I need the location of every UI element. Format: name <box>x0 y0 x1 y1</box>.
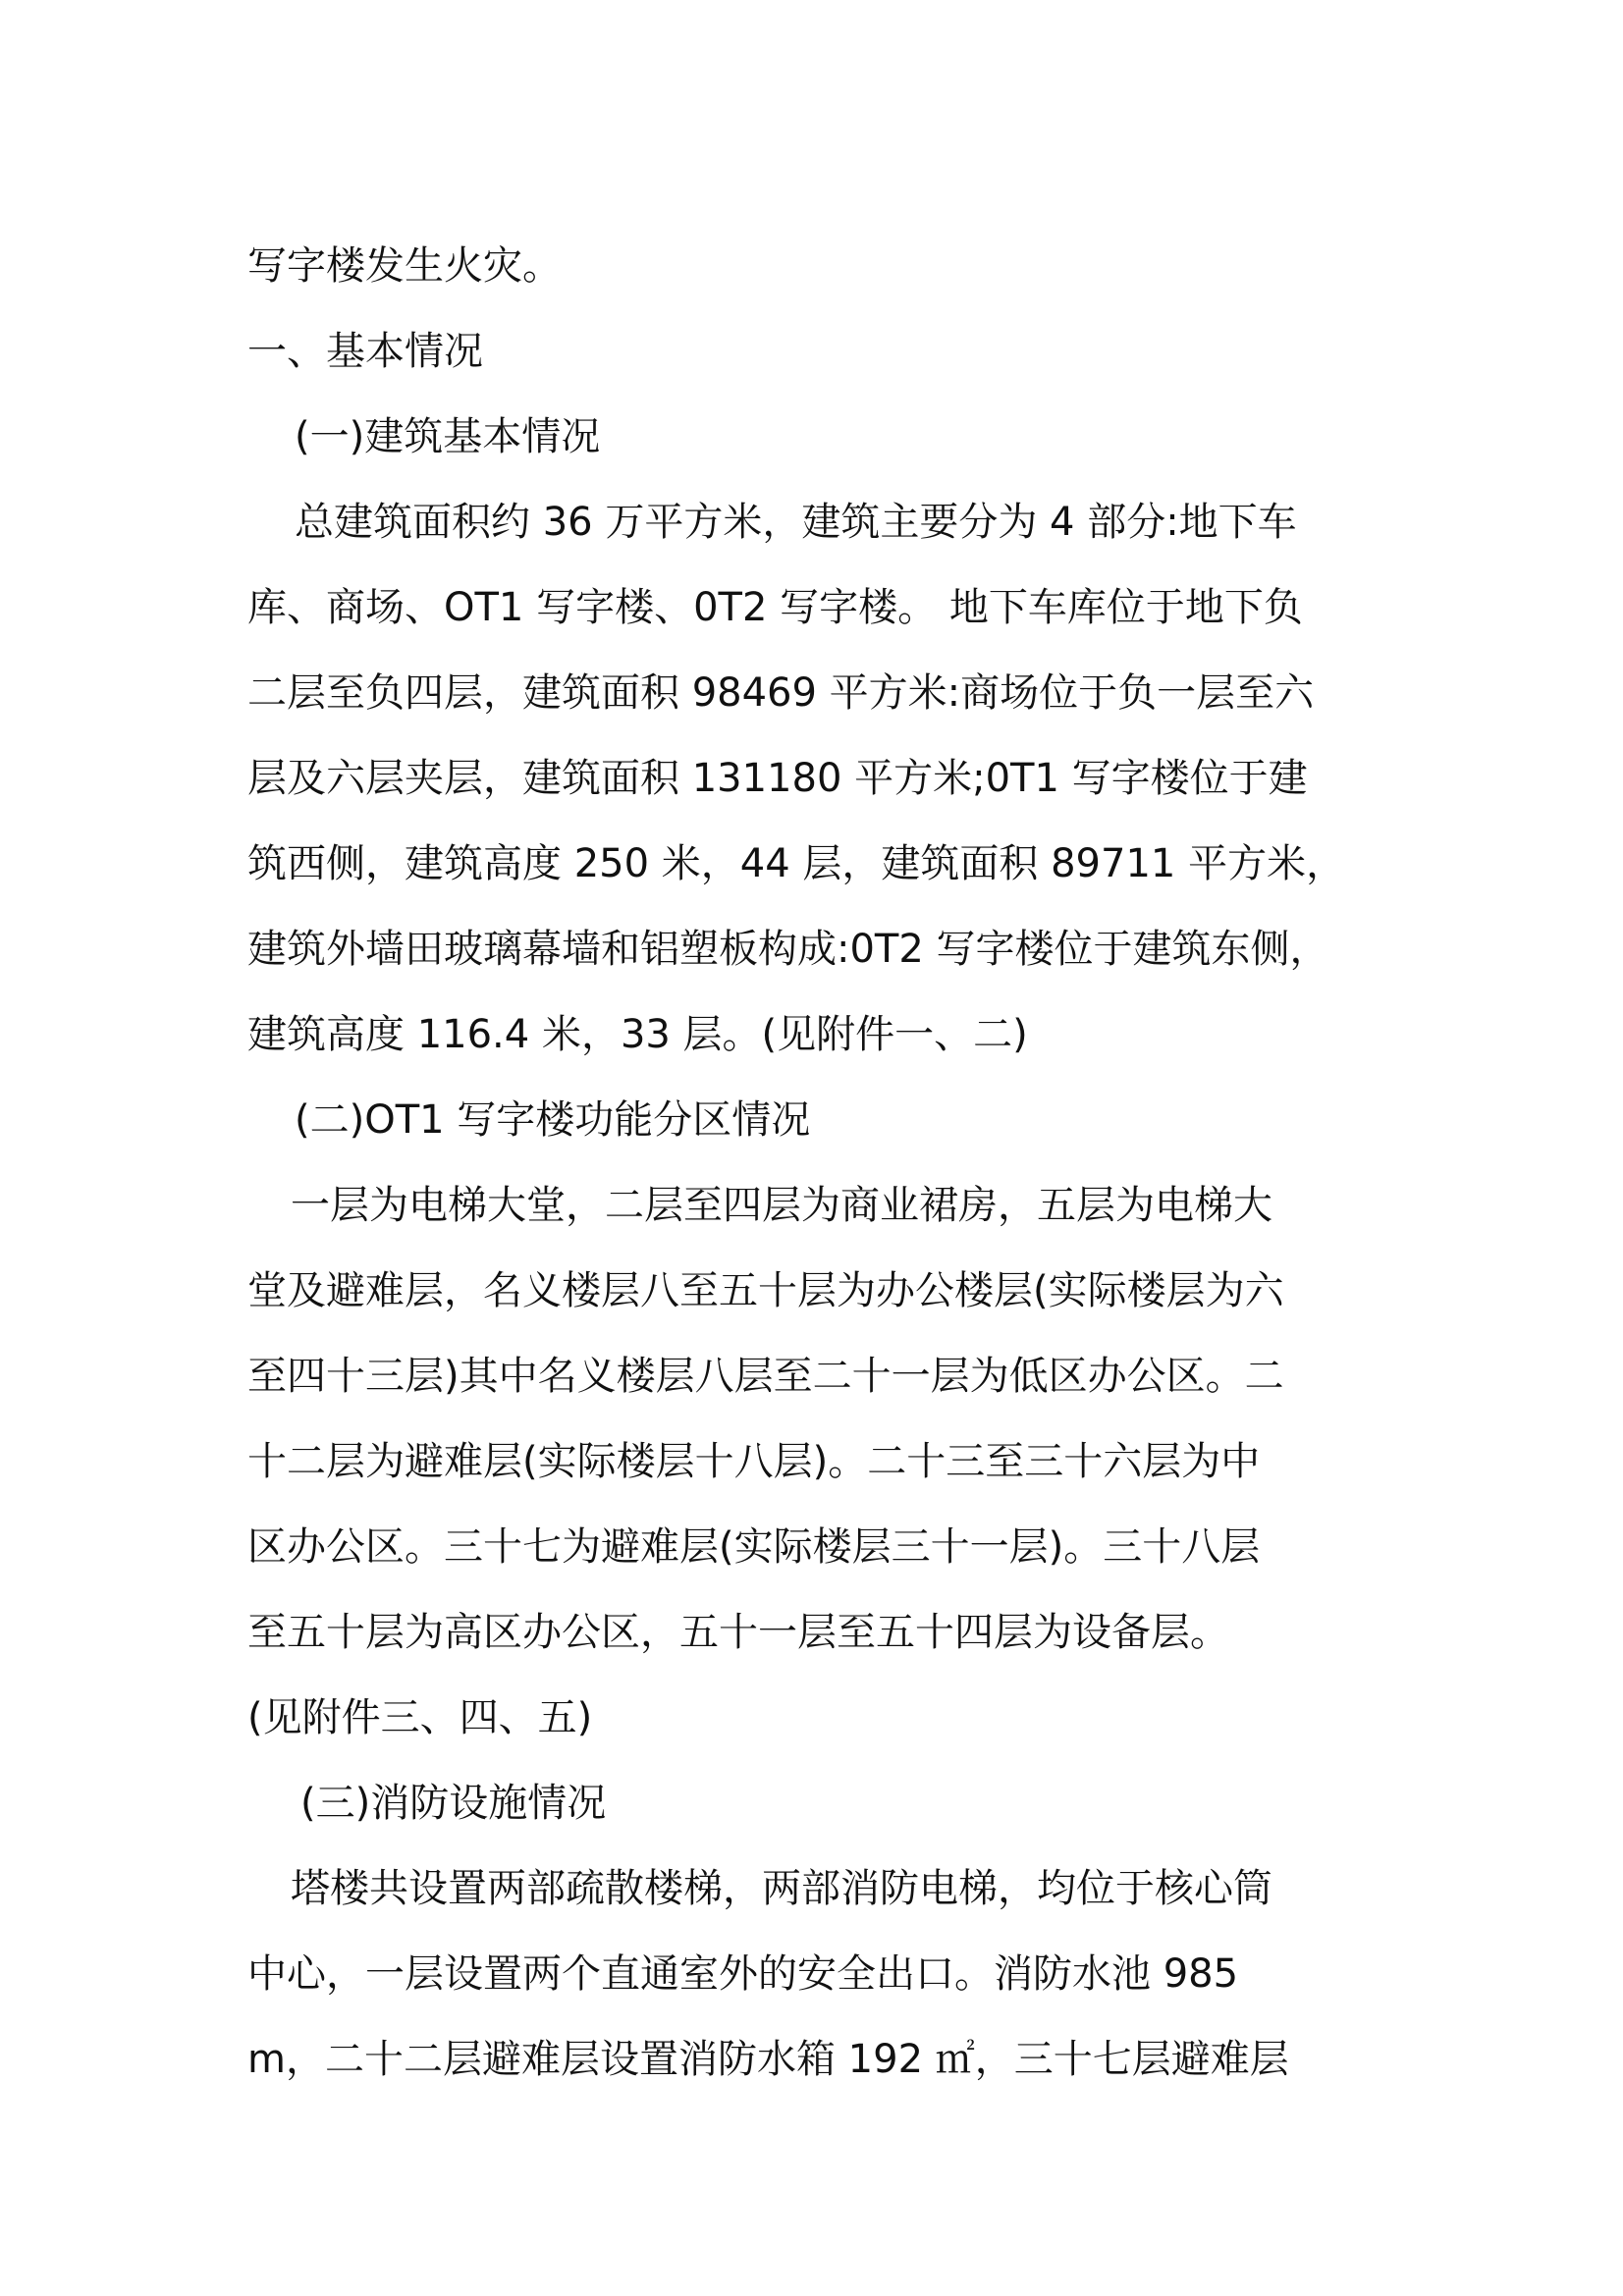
body-text-line: 至五十层为高区办公区，五十一层至五十四层为设备层。 <box>247 1610 1229 1655</box>
body-text-line: m，二十二层避难层设置消防水箱 192 ㎡，三十七层避难层 <box>247 2037 1289 2082</box>
body-text-line: 十二层为避难层(实际楼层十八层)。二十三至三十六层为中 <box>247 1439 1261 1484</box>
body-text-line: 层及六层夹层，建筑面积 131180 平方米;0T1 写字楼位于建 <box>247 756 1308 801</box>
section-heading: 一、基本情况 <box>247 329 483 374</box>
body-text-line: 一层为电梯大堂，二层至四层为商业裙房，五层为电梯大 <box>291 1183 1272 1228</box>
subsection-heading: (三)消防设施情况 <box>300 1781 607 1826</box>
body-text-line: 筑西侧，建筑高度 250 米，44 层，建筑面积 89711 平方米， <box>247 841 1346 886</box>
body-text-line: 中心，一层设置两个直通室外的安全出口。消防水池 985 <box>247 1951 1239 1997</box>
body-text-line: (见附件三、四、五) <box>247 1695 593 1740</box>
document-page <box>247 224 1396 2103</box>
body-text-line: 区办公区。三十七为避难层(实际楼层三十一层)。三十八层 <box>247 1524 1261 1570</box>
body-text-line: 二层至负四层，建筑面积 98469 平方米:商场位于负一层至六 <box>247 670 1315 716</box>
subsection-heading: (二)OT1 写字楼功能分区情况 <box>295 1097 811 1143</box>
body-text-line: 总建筑面积约 36 万平方米，建筑主要分为 4 部分:地下车 <box>295 500 1297 545</box>
body-text-line: 库、商场、OT1 写字楼、0T2 写字楼。 地下车库位于地下负 <box>247 585 1303 630</box>
subsection-heading: (一)建筑基本情况 <box>295 414 601 459</box>
body-text-line: 堂及避难层，名义楼层八至五十层为办公楼层(实际楼层为六 <box>247 1268 1284 1313</box>
body-text-line: 建筑外墙田玻璃幕墙和铝塑板构成:0T2 写字楼位于建筑东侧， <box>247 927 1329 972</box>
body-text-line: 写字楼发生火灾。 <box>247 243 562 289</box>
body-text-line: 至四十三层)其中名义楼层八层至二十一层为低区办公区。二 <box>247 1354 1284 1399</box>
body-text-line: 建筑高度 116.4 米，33 层。(见附件一、二) <box>247 1012 1028 1057</box>
body-text-line: 塔楼共设置两部疏散楼梯，两部消防电梯，均位于核心筒 <box>291 1866 1272 1911</box>
